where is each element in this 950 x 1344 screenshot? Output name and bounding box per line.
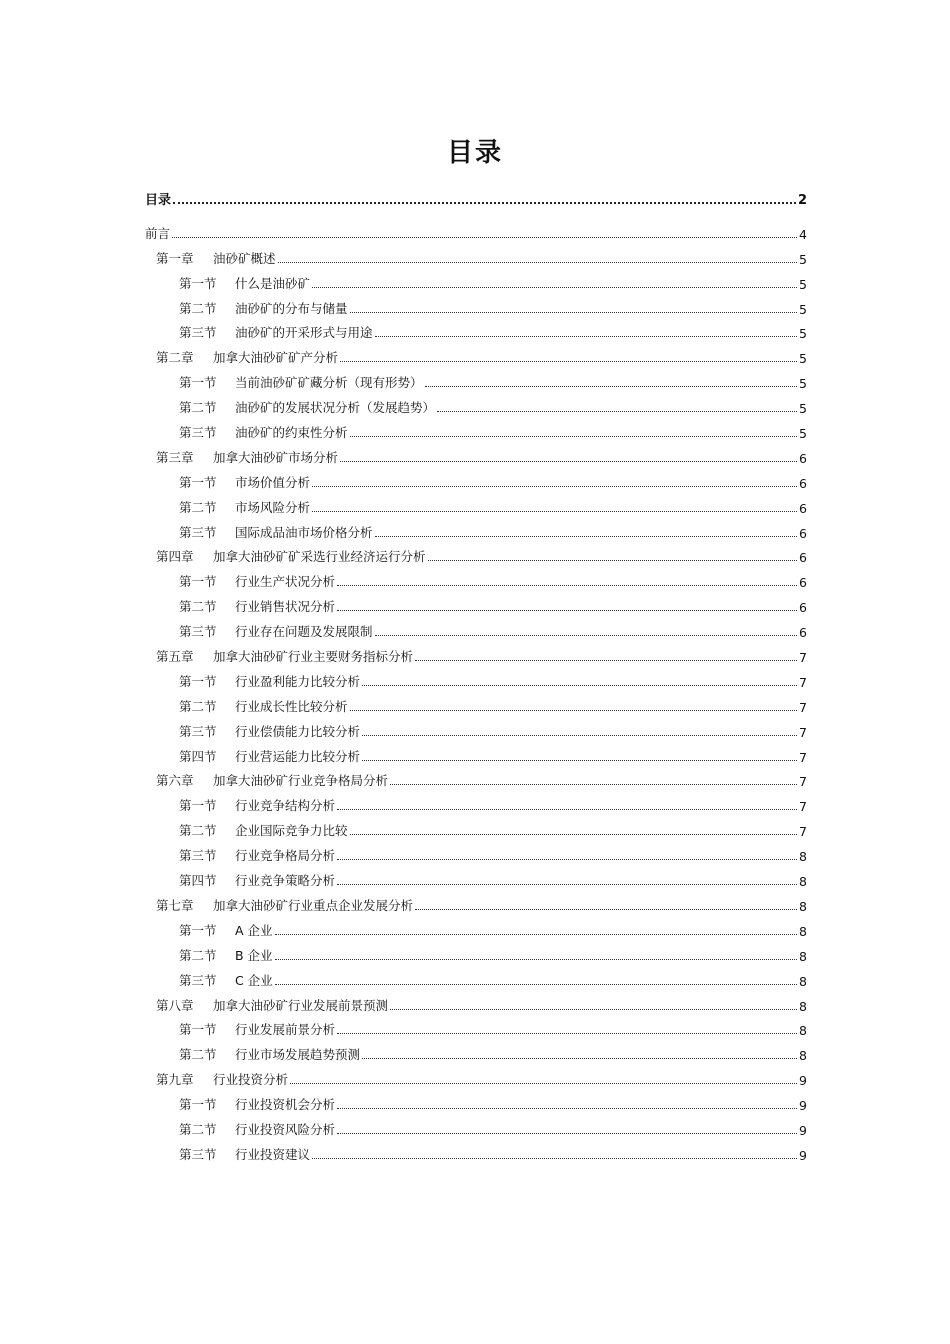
dot-leader [275, 959, 797, 960]
toc-section-title: 行业竞争结构分析 [235, 798, 336, 814]
dot-leader [375, 536, 797, 537]
toc-section-title: 油砂矿的发展状况分析（发展趋势） [235, 400, 436, 416]
toc-section-5-1[interactable] [145, 665, 807, 690]
toc-section-page: 7 [799, 724, 807, 740]
dot-leader [425, 386, 797, 387]
toc-section-9-1[interactable] [145, 1088, 807, 1113]
toc-section-number: 第四节 [179, 873, 217, 889]
toc-section-1-2[interactable] [145, 292, 807, 317]
toc-section-page: 6 [799, 600, 807, 616]
dot-leader [350, 834, 797, 835]
toc-section-5-2[interactable] [145, 690, 807, 715]
toc-chapter-5[interactable] [145, 640, 807, 665]
toc-section-page: 6 [799, 625, 807, 641]
toc-entry-preface[interactable] [145, 217, 807, 242]
toc-chapter-number: 第五章 [156, 649, 194, 665]
toc-section-3-1[interactable] [145, 466, 807, 491]
dot-leader [375, 635, 797, 636]
toc-section-number: 第一节 [179, 275, 217, 291]
toc-section-page: 8 [799, 849, 807, 865]
toc-section-number: 第一节 [179, 798, 217, 814]
dot-leader [337, 1108, 797, 1109]
toc-chapter-list [145, 242, 807, 1163]
toc-section-7-3[interactable] [145, 964, 807, 989]
toc-section-number: 第二节 [179, 300, 217, 316]
toc-chapter-number: 第二章 [156, 350, 194, 366]
toc-section-title: 市场风险分析 [235, 499, 311, 515]
toc-section-number: 第三节 [179, 624, 217, 640]
toc-section-title: 行业发展前景分析 [235, 1022, 336, 1038]
toc-chapter-number: 第三章 [156, 449, 194, 465]
dot-leader [437, 411, 797, 412]
toc-section-number: 第四节 [179, 748, 217, 764]
toc-chapter-8[interactable] [145, 989, 807, 1014]
toc-section-9-3[interactable] [145, 1138, 807, 1163]
toc-chapter-number: 第九章 [156, 1072, 194, 1088]
toc-chapter-title: 加拿大油砂矿行业发展前景预测 [213, 997, 389, 1013]
toc-entry-contents[interactable] [145, 184, 807, 208]
toc-section-title: 当前油砂矿矿藏分析（现有形势） [235, 375, 423, 391]
dot-leader [390, 1009, 797, 1010]
toc-section-2-2[interactable] [145, 391, 807, 416]
toc-section-page: 6 [799, 500, 807, 516]
dot-leader [340, 461, 797, 462]
toc-chapter-page: 5 [799, 251, 807, 267]
toc-chapter-title: 加拿大油砂矿矿产分析 [213, 350, 339, 366]
dot-leader [390, 784, 797, 785]
toc-section-page: 9 [799, 1147, 807, 1163]
toc-section-title: 行业竞争策略分析 [235, 873, 336, 889]
toc-chapter-page: 8 [799, 998, 807, 1014]
dot-leader [415, 660, 797, 661]
toc-section-page: 5 [799, 326, 807, 342]
toc-section-title: 行业营运能力比较分析 [235, 748, 361, 764]
page-title: 目录 [446, 138, 503, 168]
toc-section-6-2[interactable] [145, 814, 807, 839]
toc-section-8-1[interactable] [145, 1014, 807, 1039]
toc-chapter-2[interactable] [145, 341, 807, 366]
toc-section-2-1[interactable] [145, 366, 807, 391]
toc-section-4-2[interactable] [145, 590, 807, 615]
toc-section-number: 第一节 [179, 574, 217, 590]
toc-section-title: 行业投资建议 [235, 1146, 311, 1162]
toc-section-title: B 企业 [235, 947, 273, 963]
toc-section-1-1[interactable] [145, 267, 807, 292]
toc-section-page: 6 [799, 475, 807, 491]
toc-chapter-3[interactable] [145, 441, 807, 466]
toc-section-page: 6 [799, 525, 807, 541]
toc-section-page: 8 [799, 948, 807, 964]
toc-section-6-1[interactable] [145, 789, 807, 814]
toc-chapter-number: 第八章 [156, 997, 194, 1013]
dot-leader [312, 486, 797, 487]
toc-section-2-3[interactable] [145, 416, 807, 441]
toc-chapter-page: 9 [799, 1073, 807, 1089]
toc-section-page: 7 [799, 699, 807, 715]
toc-chapter-1[interactable] [145, 242, 807, 267]
toc-section-page: 7 [799, 799, 807, 815]
toc-section-title: 行业销售状况分析 [235, 599, 336, 615]
toc-section-number: 第二节 [179, 1121, 217, 1137]
toc-section-title: 市场价值分析 [235, 474, 311, 490]
dot-leader [312, 511, 797, 512]
toc-section-title: 企业国际竞争力比较 [235, 823, 348, 839]
toc-entry-page: 2 [797, 193, 807, 208]
dot-leader [362, 685, 797, 686]
toc-section-page: 8 [799, 973, 807, 989]
toc-section-title: 行业竞争格局分析 [235, 848, 336, 864]
toc-section-page: 8 [799, 874, 807, 890]
toc-section-number: 第一节 [179, 1022, 217, 1038]
toc-chapter-number: 第七章 [156, 897, 194, 913]
toc-section-number: 第三节 [179, 524, 217, 540]
toc-chapter-4[interactable] [145, 541, 807, 566]
toc-section-page: 7 [799, 674, 807, 690]
toc-section-number: 第一节 [179, 375, 217, 391]
table-of-contents [145, 184, 807, 1163]
toc-section-page: 8 [799, 1048, 807, 1064]
toc-section-page: 5 [799, 301, 807, 317]
toc-chapter-number: 第一章 [156, 250, 194, 266]
toc-section-title: 行业存在问题及发展限制 [235, 624, 373, 640]
toc-section-number: 第三节 [179, 325, 217, 341]
toc-section-number: 第三节 [179, 848, 217, 864]
toc-section-title: 行业市场发展趋势预测 [235, 1047, 361, 1063]
dot-leader [362, 760, 797, 761]
dot-leader [312, 1158, 797, 1159]
dot-leader [312, 287, 797, 288]
dot-leader [375, 336, 797, 337]
toc-chapter-number: 第六章 [156, 773, 194, 789]
toc-chapter-title: 行业投资分析 [213, 1072, 289, 1088]
toc-section-title: 行业盈利能力比较分析 [235, 673, 361, 689]
dot-leader [350, 436, 797, 437]
toc-section-5-3[interactable] [145, 715, 807, 740]
dot-leader [337, 585, 797, 586]
toc-section-title: 行业投资机会分析 [235, 1097, 336, 1113]
dot-leader [415, 909, 797, 910]
dot-leader [337, 884, 797, 885]
toc-section-number: 第二节 [179, 947, 217, 963]
toc-chapter-title: 加拿大油砂矿行业主要财务指标分析 [213, 649, 414, 665]
toc-section-title: 油砂矿的分布与储量 [235, 300, 348, 316]
dot-leader [337, 610, 797, 611]
toc-entry-page: 4 [799, 226, 807, 242]
toc-section-title: 行业偿债能力比较分析 [235, 723, 361, 739]
toc-section-number: 第三节 [179, 425, 217, 441]
toc-chapter-7[interactable] [145, 889, 807, 914]
toc-section-3-2[interactable] [145, 491, 807, 516]
toc-section-title: 什么是油砂矿 [235, 275, 311, 291]
toc-section-number: 第二节 [179, 698, 217, 714]
toc-section-page: 8 [799, 923, 807, 939]
dot-leader [428, 560, 797, 561]
dot-leader [172, 237, 797, 238]
toc-section-title: C 企业 [235, 972, 273, 988]
dot-leader [340, 361, 797, 362]
toc-entry-title: 目录 [145, 193, 172, 208]
toc-section-number: 第三节 [179, 972, 217, 988]
toc-section-title: 行业投资风险分析 [235, 1121, 336, 1137]
toc-section-number: 第二节 [179, 499, 217, 515]
toc-section-page: 6 [799, 575, 807, 591]
toc-section-number: 第二节 [179, 599, 217, 615]
toc-chapter-page: 7 [799, 774, 807, 790]
toc-chapter-number: 第四章 [156, 549, 194, 565]
toc-section-title: 行业生产状况分析 [235, 574, 336, 590]
toc-chapter-page: 5 [799, 351, 807, 367]
toc-section-page: 9 [799, 1098, 807, 1114]
toc-section-number: 第二节 [179, 823, 217, 839]
toc-section-7-2[interactable] [145, 939, 807, 964]
toc-chapter-page: 6 [799, 550, 807, 566]
toc-section-4-1[interactable] [145, 565, 807, 590]
toc-section-4-3[interactable] [145, 615, 807, 640]
toc-section-3-3[interactable] [145, 516, 807, 541]
toc-section-title: 行业成长性比较分析 [235, 698, 348, 714]
toc-chapter-page: 7 [799, 650, 807, 666]
dot-leader [337, 809, 797, 810]
dot-leader [362, 735, 797, 736]
toc-chapter-title: 加拿大油砂矿行业竞争格局分析 [213, 773, 389, 789]
toc-chapter-title: 油砂矿概述 [213, 250, 276, 266]
toc-section-number: 第二节 [179, 1047, 217, 1063]
toc-section-1-3[interactable] [145, 317, 807, 342]
dot-leader [362, 1058, 797, 1059]
toc-section-page: 7 [799, 824, 807, 840]
toc-section-title: 油砂矿的开采形式与用途 [235, 325, 373, 341]
toc-section-9-2[interactable] [145, 1113, 807, 1138]
toc-section-number: 第二节 [179, 400, 217, 416]
toc-section-number: 第一节 [179, 673, 217, 689]
toc-section-page: 5 [799, 276, 807, 292]
toc-section-title: 油砂矿的约束性分析 [235, 425, 348, 441]
toc-section-8-2[interactable] [145, 1038, 807, 1063]
dot-leader [275, 934, 797, 935]
dot-leader [350, 312, 797, 313]
toc-section-6-4[interactable] [145, 864, 807, 889]
toc-chapter-page: 8 [799, 898, 807, 914]
dot-leader [275, 984, 797, 985]
toc-section-title: A 企业 [235, 922, 273, 938]
dot-leader [350, 710, 797, 711]
toc-chapter-page: 6 [799, 450, 807, 466]
toc-chapter-6[interactable] [145, 765, 807, 790]
dot-leader [278, 262, 797, 263]
dot-leader [290, 1083, 797, 1084]
toc-section-number: 第一节 [179, 922, 217, 938]
toc-section-page: 5 [799, 376, 807, 392]
toc-chapter-title: 加拿大油砂矿行业重点企业发展分析 [213, 897, 414, 913]
toc-chapter-9[interactable] [145, 1063, 807, 1088]
dot-leader [337, 1133, 797, 1134]
toc-section-number: 第一节 [179, 1097, 217, 1113]
toc-section-6-3[interactable] [145, 839, 807, 864]
dot-leader [337, 1033, 797, 1034]
toc-section-page: 8 [799, 1023, 807, 1039]
toc-section-number: 第三节 [179, 1146, 217, 1162]
toc-section-7-1[interactable] [145, 914, 807, 939]
toc-section-5-4[interactable] [145, 740, 807, 765]
toc-section-number: 第三节 [179, 723, 217, 739]
toc-chapter-title: 加拿大油砂矿矿采选行业经济运行分析 [213, 549, 426, 565]
toc-section-page: 5 [799, 401, 807, 417]
toc-section-page: 7 [799, 749, 807, 765]
dot-leader [173, 202, 796, 204]
toc-section-page: 9 [799, 1122, 807, 1138]
toc-section-page: 5 [799, 426, 807, 442]
dot-leader [337, 859, 797, 860]
toc-section-number: 第一节 [179, 474, 217, 490]
toc-chapter-title: 加拿大油砂矿市场分析 [213, 449, 339, 465]
toc-entry-title: 前言 [145, 225, 171, 241]
toc-section-title: 国际成品油市场价格分析 [235, 524, 373, 540]
